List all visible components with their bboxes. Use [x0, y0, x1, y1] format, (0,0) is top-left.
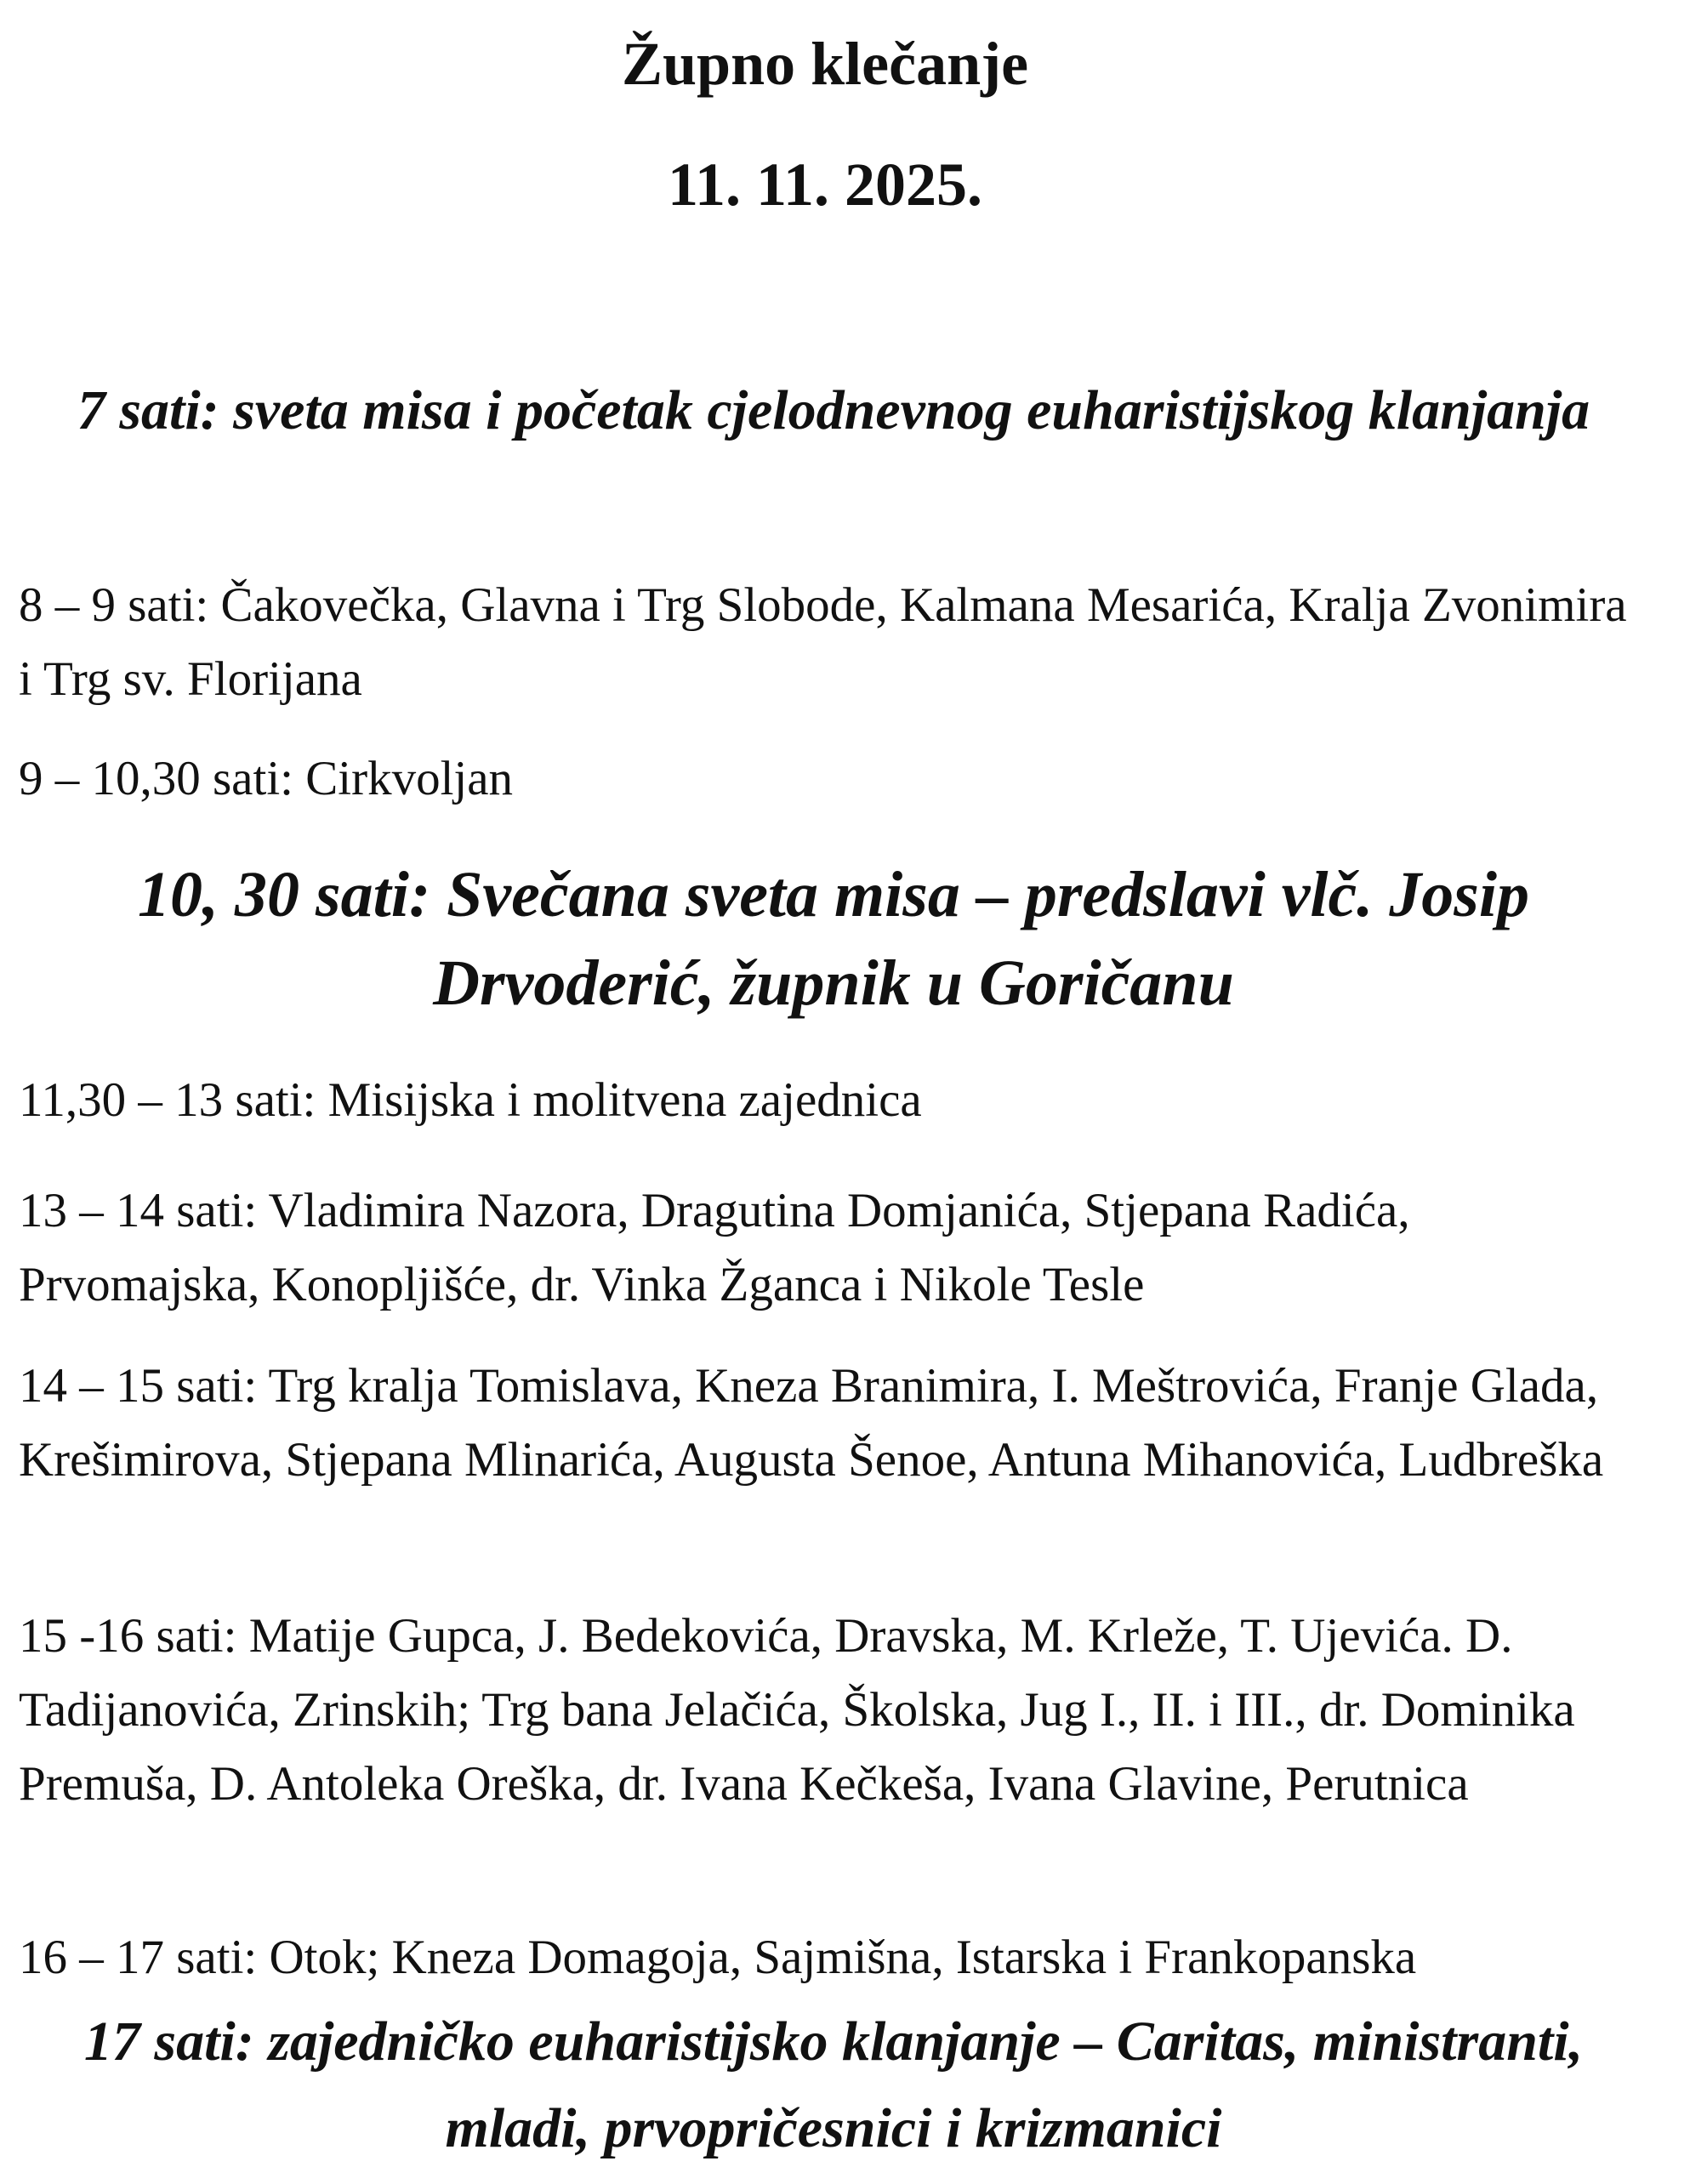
schedule-entry: 15 -16 sati: Matije Gupca, J. Bedekovića, Dravska, M. Krleže, T. Ujevića. D. Tadijanovića, Zrinskih; Trg bana Jelačića, Školska, Jug I., II. i III., dr. Dominika Premuša, D. Antoleka Oreška, dr. Ivana Kečkeša, Ivana Glavine, Perutnica: [19, 1609, 1575, 1811]
schedule-entry: 13 – 14 sati: Vladimira Nazora, Dragutina Domjanića, Stjepana Radića, Prvomajska, Konopljišće, dr. Vinka Žganca i Nikole Tesle: [19, 1184, 1410, 1311]
schedule-entry: 8 – 9 sati: Čakovečka, Glavna i Trg Slobode, Kalmana Mesarića, Kralja Zvonimira i Trg sv. Florijana: [19, 578, 1627, 706]
closing-adoration-heading: 17 sati: zajedničko euharistijsko klanjanje – Caritas, ministranti, mladi, prvopričesnici i krizmanici: [83, 2011, 1584, 2159]
schedule-entry: 16 – 17 sati: Otok; Kneza Domagoja, Sajmišna, Istarska i Frankopanska: [19, 1931, 1417, 1984]
event-date: 11. 11. 2025.: [667, 151, 983, 219]
schedule-entry: 14 – 15 sati: Trg kralja Tomislava, Kneza Branimira, I. Meštrovića, Franje Glada, Krešimirova, Stjepana Mlinarića, Augusta Šenoe, Antuna Mihanovića, Ludbreška: [19, 1359, 1604, 1487]
schedule-entry: 11,30 – 13 sati: Misijska i molitvena zajednica: [19, 1073, 922, 1127]
solemn-mass-heading: 10, 30 sati: Svečana sveta misa – predslavi vlč. Josip Drvoderić, župnik u Goričanu: [138, 859, 1529, 1019]
page-title: Župno klečanje: [621, 30, 1029, 98]
schedule-entry: 9 – 10,30 sati: Cirkvoljan: [19, 752, 514, 805]
morning-mass-heading: 7 sati: sveta misa i početak cjelodnevnog euharistijskog klanjanja: [77, 379, 1590, 441]
